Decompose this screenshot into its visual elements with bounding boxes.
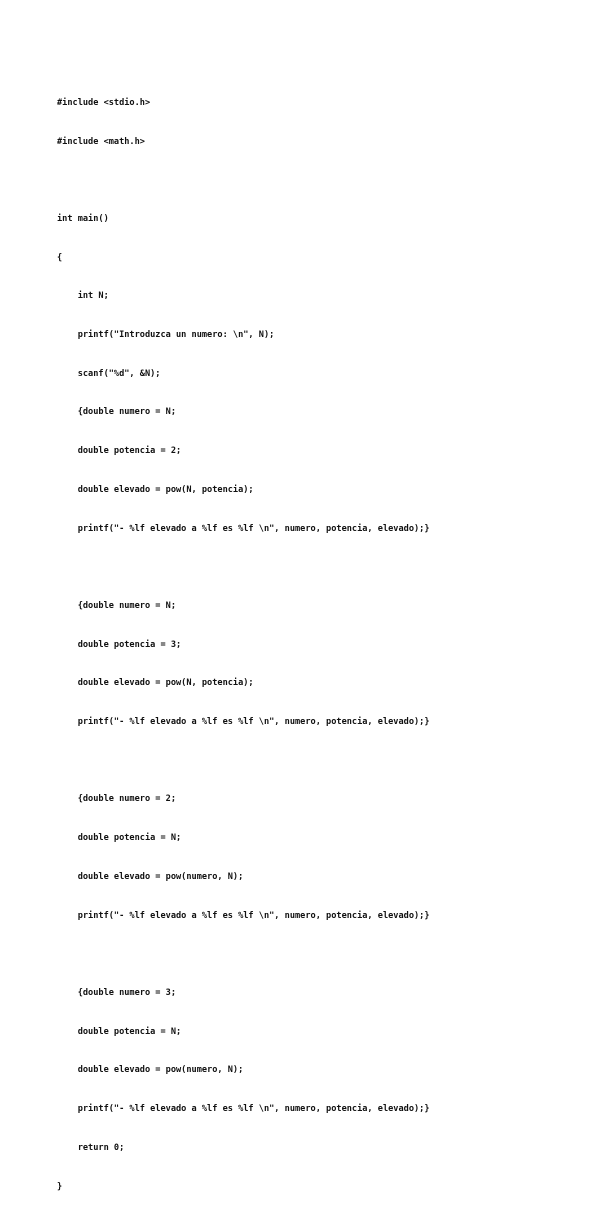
code-line: printf("- %lf elevado a %lf es %lf \n", numero, potencia, elevado);} <box>57 717 430 728</box>
code-line: double potencia = 3; <box>57 639 182 650</box>
code-line: printf("- %lf elevado a %lf es %lf \n", numero, potencia, elevado);} <box>57 910 430 921</box>
code-line: { <box>57 252 63 263</box>
source-code-block <box>57 71 430 1219</box>
code-line: return 0; <box>57 1142 125 1153</box>
code-line: scanf("%d", &N); <box>57 368 161 379</box>
code-line: double potencia = N; <box>57 1026 182 1037</box>
code-line: {double numero = N; <box>57 407 176 418</box>
code-line <box>57 561 430 574</box>
code-line: double elevado = pow(N, potencia); <box>57 678 254 689</box>
code-line <box>57 948 430 961</box>
code-line: #include <math.h> <box>57 136 145 147</box>
code-line: double potencia = N; <box>57 833 182 844</box>
code-line: {double numero = 3; <box>57 987 176 998</box>
code-line: {double numero = 2; <box>57 794 176 805</box>
code-line: int N; <box>57 291 109 302</box>
code-line: double elevado = pow(numero, N); <box>57 871 244 882</box>
code-line <box>57 755 430 768</box>
code-line: printf("- %lf elevado a %lf es %lf \n", numero, potencia, elevado);} <box>57 523 430 534</box>
code-line: #include <stdio.h> <box>57 97 151 108</box>
code-line: printf("- %lf elevado a %lf es %lf \n", numero, potencia, elevado);} <box>57 1104 430 1115</box>
code-line: double elevado = pow(numero, N); <box>57 1065 244 1076</box>
code-line: double elevado = pow(N, potencia); <box>57 484 254 495</box>
code-line: {double numero = N; <box>57 600 176 611</box>
code-line <box>57 174 430 187</box>
code-line: printf("Introduzca un numero: \n", N); <box>57 330 275 341</box>
code-line: } <box>57 1181 63 1192</box>
code-line: double potencia = 2; <box>57 446 182 457</box>
code-line: int main() <box>57 213 109 224</box>
